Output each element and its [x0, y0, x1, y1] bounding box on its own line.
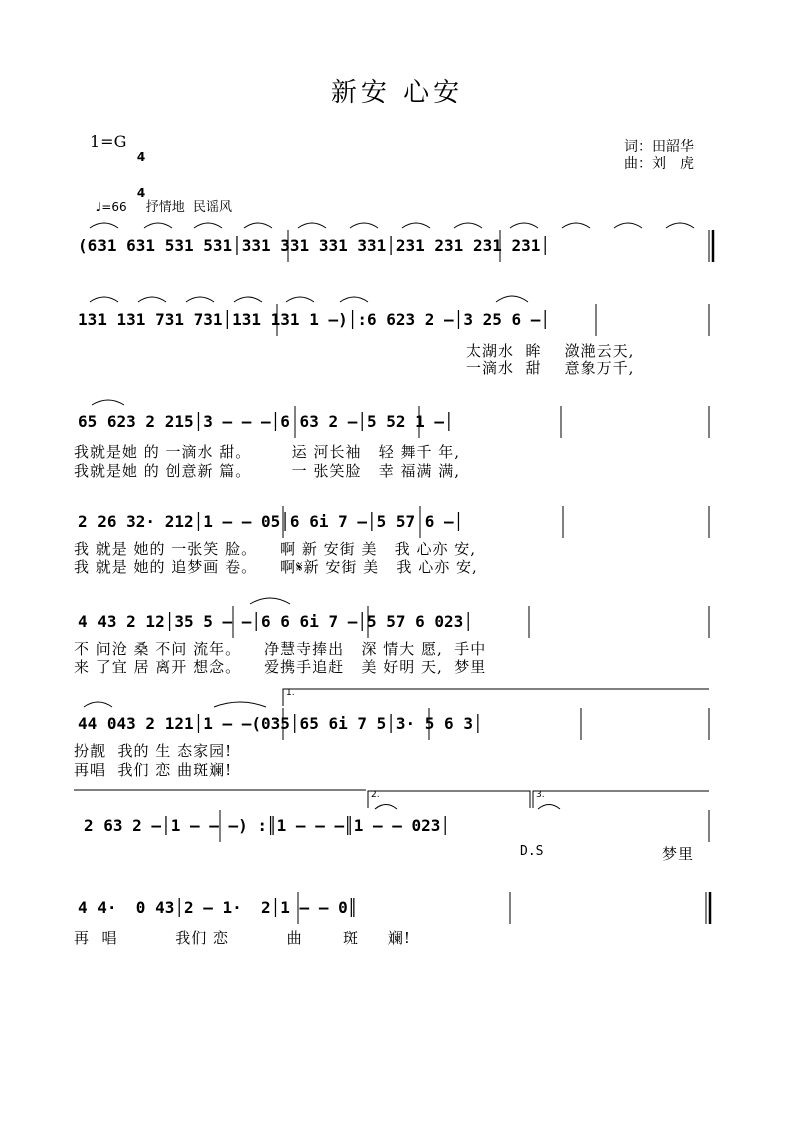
lyric-row-5-verse-2: 来 了宜 居 离开 想念。 爱携手追赶 美 好明 天, 梦里 [74, 658, 487, 676]
lyric-row-3-verse-1: 我就是她 的 一滴水 甜。 运 河长袖 轻 舞千 年, [74, 443, 461, 461]
notation-row-8: 4 4· 0 43│2 – 1· 2│1 – – 0║ [78, 898, 358, 917]
lyric-row-6-verse-2: 再唱 我们 恋 曲斑斓! [74, 761, 233, 779]
volta-2-label: 2. [371, 790, 380, 800]
lyricist-credit: 词：田韶华 [624, 139, 694, 155]
time-signature-top: 4 [136, 150, 146, 164]
time-signature-bottom: 4 [136, 186, 146, 200]
notation-row-4: 2 26 32· 212│1 – – 05│6 6i 7 –│5 57 6 –│ [78, 512, 464, 531]
lyric-row-4-verse-1: 我 就是 她的 一张笑 脸。 啊 新 安街 美 我 心亦 安, [74, 540, 477, 558]
song-title: 新安 心安 [330, 78, 464, 108]
lyric-row-2-verse-2: 一滴水 甜 意象万千, [466, 359, 635, 377]
composer-credit: 曲：刘 虎 [624, 156, 694, 172]
notation-row-2: 131 131 731 731│131 131 1 –)│:6 623 2 –│3 25 6 –│ [78, 310, 551, 329]
lyric-row-4-verse-2: 我 就是 她的 追梦画 卷。 啊𝄋新 安街 美 我 心亦 安, [74, 558, 478, 576]
key-signature: 1=G [90, 132, 127, 151]
lyric-row-5-verse-1: 不 问沧 桑 不问 流年。 净慧寺捧出 深 情大 愿, 手中 [74, 640, 487, 658]
dal-segno-marking: D.S [520, 844, 544, 859]
lyric-row-7: 梦里 [662, 845, 695, 863]
lyric-row-6-verse-1: 扮靓 我的 生 态家园! [74, 742, 233, 760]
tempo-value: ♩=66 [95, 200, 127, 214]
volta-3-label: 3. [536, 790, 545, 800]
notation-row-3: 65 623 2 215│3 – – –│6 63 2 –│5 52 1 –│ [78, 412, 454, 431]
lyric-row-8: 再 唱 我们 恋 曲 斑 斓! [74, 929, 411, 947]
notation-row-6: 44 043 2 121│1 – –(035│65 6i 7 5│3· 5 6 3│ [78, 714, 483, 733]
style-marking: 抒情地 民谣风 [145, 200, 232, 215]
lyric-row-3-verse-2: 我就是她 的 创意新 篇。 一 张笑脸 幸 福满 满, [74, 462, 461, 480]
notation-row-7: 2 63 2 –│1 – – –) :║1 – – –║1 – – 023│ [84, 816, 451, 835]
volta-1-label: 1. [286, 688, 295, 698]
notation-row-5: 4 43 2 12│35 5 – –│6 6 6i 7 –│5 57 6 023│ [78, 612, 473, 631]
lyric-row-2-verse-1: 太湖水 眸 潋滟云天, [466, 342, 635, 360]
notation-row-1: (631 631 531 531│331 331 331 331│231 231 231 231│ [78, 236, 551, 255]
